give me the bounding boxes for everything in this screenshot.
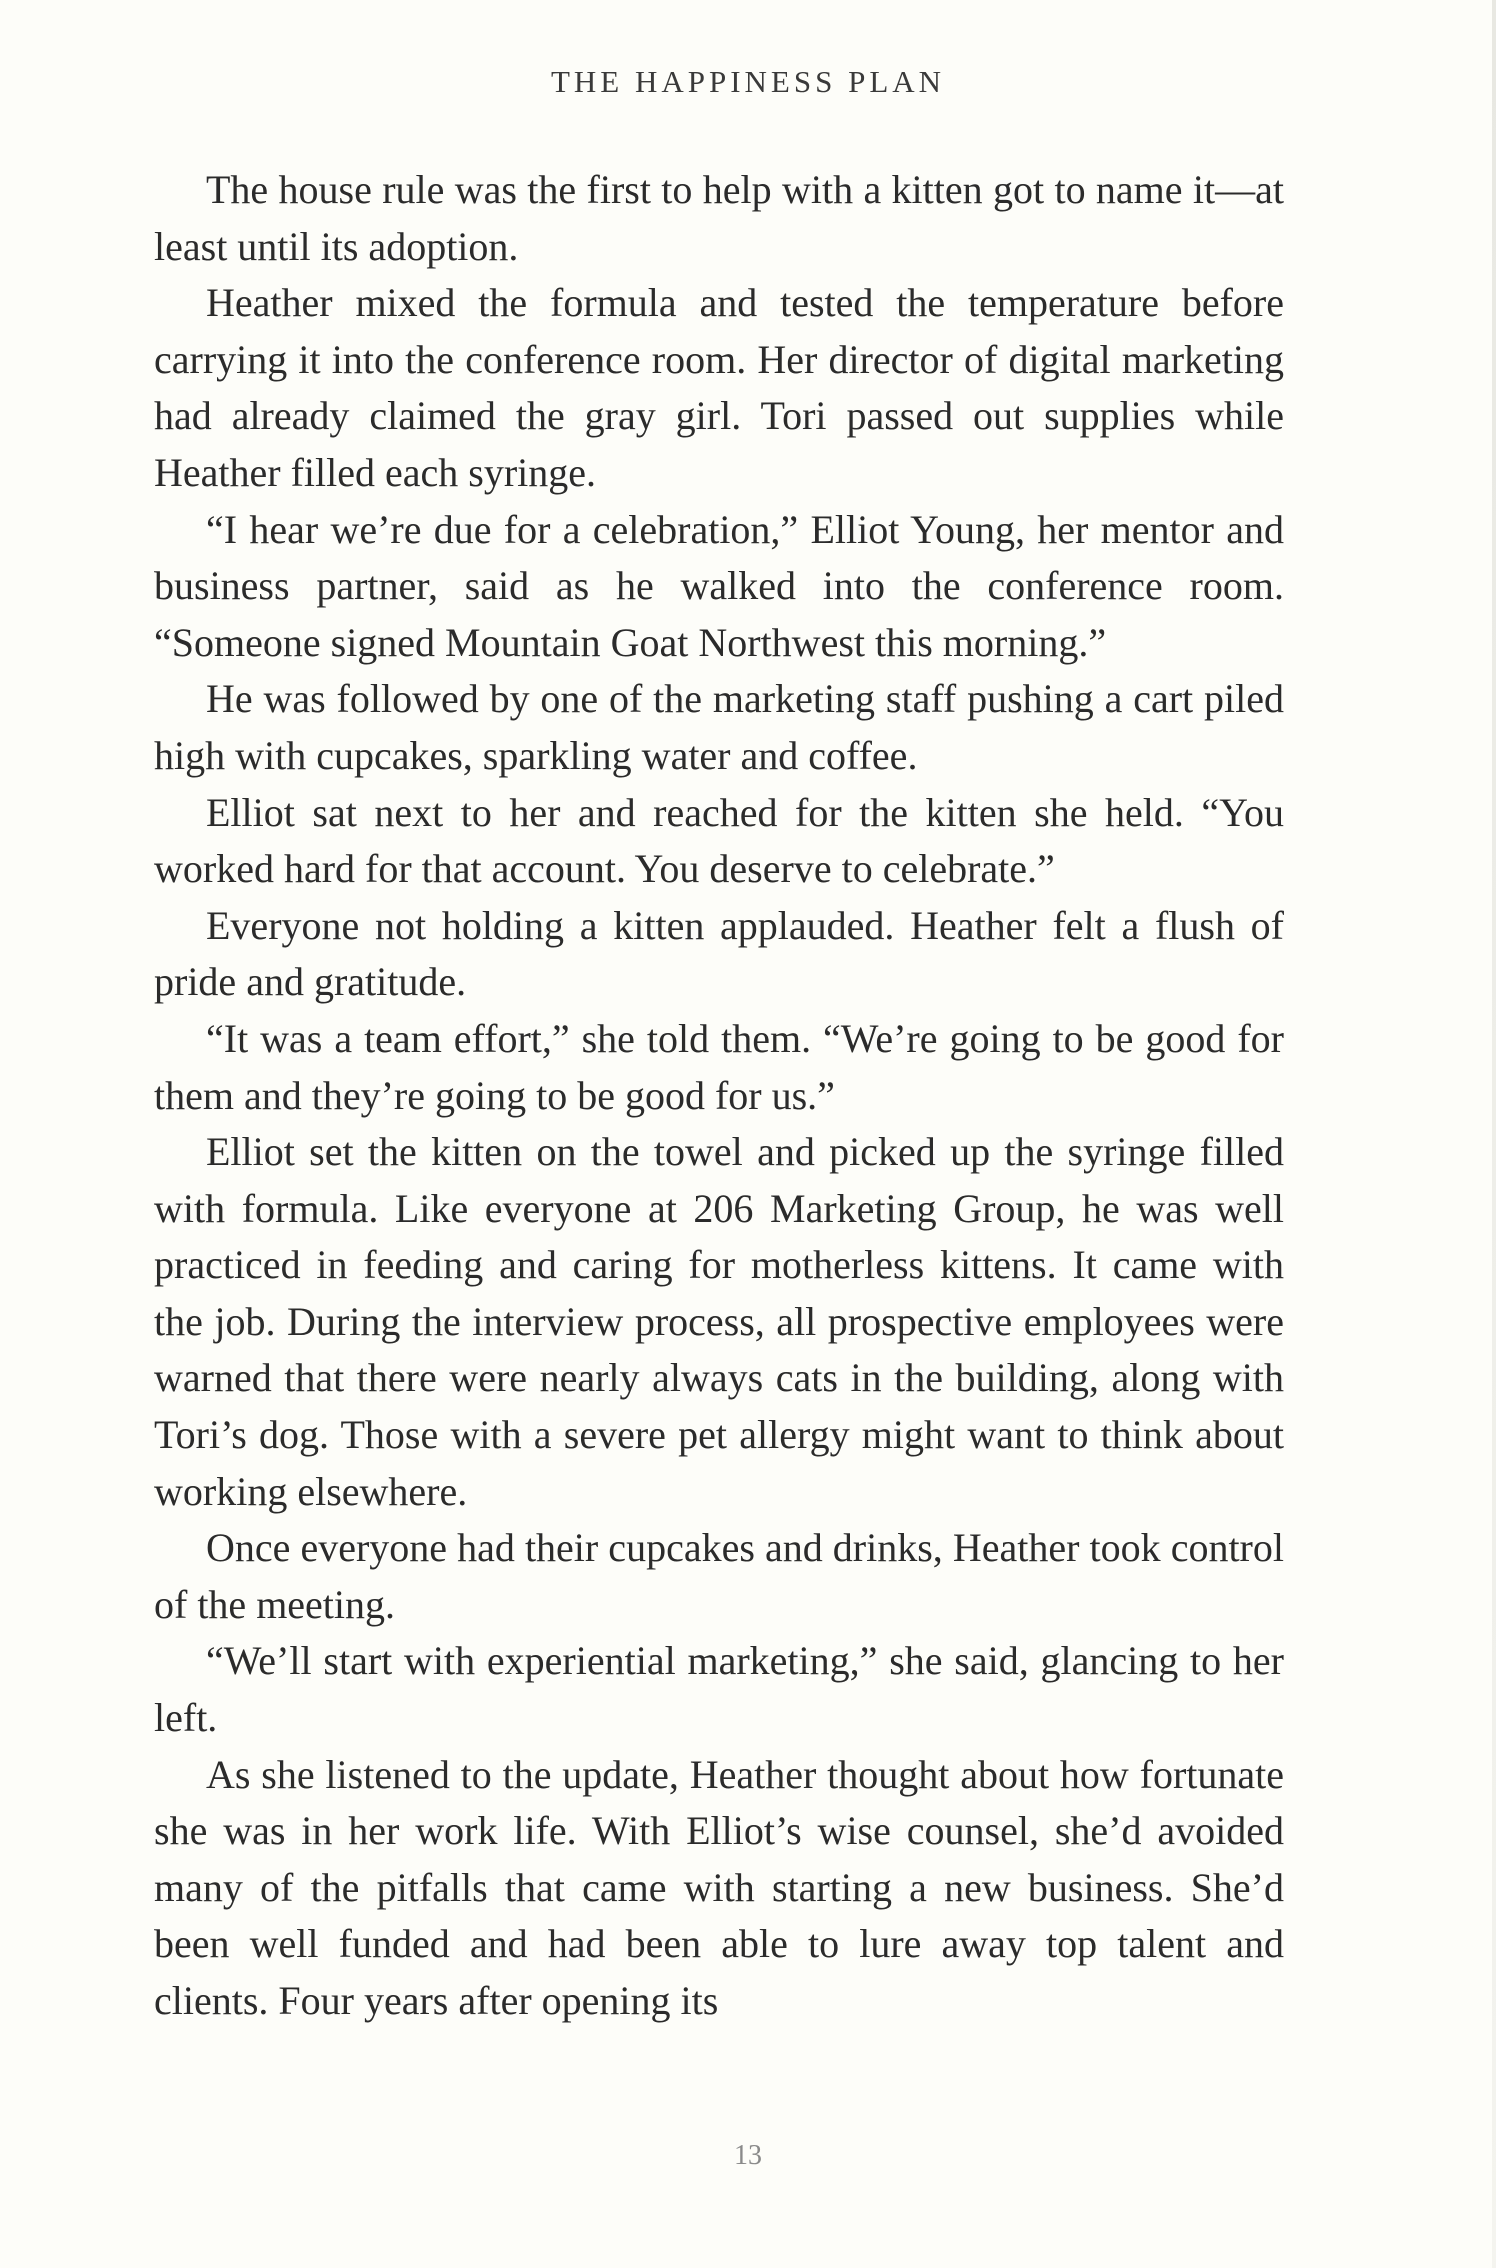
paragraph: As she listened to the update, Heather thought about how fortunate she was in her work life. With Elliot’s wise counsel, she’d avoided many of the pitfalls that came with starting a new business. She’d been well funded and had been able to lure away top talent and clients. Four years after opening its — [154, 1751, 1284, 2023]
paragraph: Elliot sat next to her and reached for the kitten she held. “You worked hard for that account. You deserve to celebrate.” — [154, 789, 1284, 892]
paragraph: He was followed by one of the marketing staff pushing a cart piled high with cupcakes, sparkling water and coffee. — [154, 676, 1284, 778]
page-edge — [1492, 0, 1496, 2268]
paragraph: “I hear we’re due for a celebration,” Elliot Young, her mentor and business partner, said as he walked into the conference room. “Someone signed Mountain Goat Northwest this morning.” — [154, 506, 1284, 665]
body-text — [154, 162, 1284, 2030]
paragraph: Heather mixed the formula and tested the temperature before carrying it into the conference room. Her director of digital marketing had already claimed the gray girl. Tori passed out supplies while Heather filled each syringe. — [154, 280, 1284, 495]
paragraph: Elliot set the kitten on the towel and picked up the syringe filled with formula. Like everyone at 206 Marketing Group, he was well practiced in feeding and caring for motherless kittens. It came with the job. During the interview process, all prospective employees were warned that there were nearly always cats in the building, along with Tori’s dog. Those with a severe pet allergy might want to think about working elsewhere. — [154, 1129, 1284, 1514]
running-head: THE HAPPINESS PLAN — [550, 64, 946, 99]
paragraph: The house rule was the first to help with a kitten got to name it—at least until its adoption. — [154, 167, 1284, 269]
paragraph: Everyone not holding a kitten applauded. Heather felt a flush of pride and gratitude. — [154, 902, 1284, 1005]
paragraph: “We’ll start with experiential marketing,” she said, glancing to her left. — [154, 1638, 1284, 1741]
paragraph: Once everyone had their cupcakes and drinks, Heather took control of the meeting. — [154, 1525, 1284, 1627]
paragraph: “It was a team effort,” she told them. “We’re going to be good for them and they’re going to be good for us.” — [154, 1015, 1284, 1118]
page-number: 13 — [734, 2140, 762, 2171]
